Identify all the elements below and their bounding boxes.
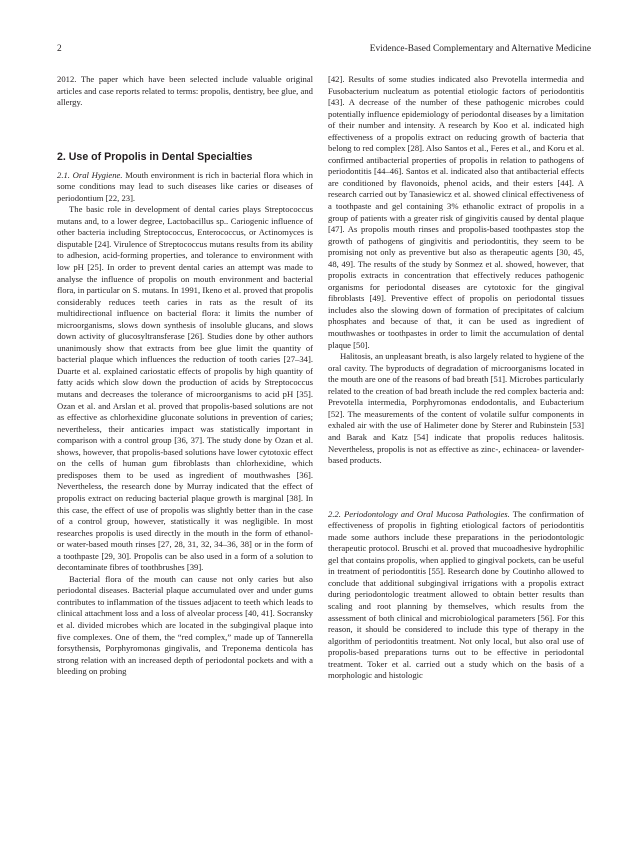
subsection-text: Mouth environment is rich in bacterial flora which in some conditions may lead to such diseases like caries or diseases of periodontium [22, 23]. xyxy=(57,169,313,203)
page-number: 2 xyxy=(57,44,62,54)
subsection-title: 2.2. Periodontology and Oral Mucosa Pathologies. xyxy=(328,508,510,519)
subsection-text: The confirmation of effectiveness of propolis in fighting etiological factors of periodontitis made some authors include these preparations in the periodontologic therapeutic protocol. Bruschi et al. proved that mucoadhesive hydrophilic gel that contains propolis, when applied to gingival pockets, can be useful in treatment of periodontitis [55]. Research done by Coutinho allowed to conclude that additional subgingival irrigations with a propolis extract during periodontologic treatment allowed to obtain better results than scaling and root planning by themselves, which results from the assessment of both clinical and microbiological parameters [56]. For this reason, it should be considered to include this type of therapy in the algorithm of periodontitis treatment. Not only local, but also oral use of propolis-based preparations turns out to be effective in periodontal treatment. Toker et al. carried out a study which on the basis of a morphologic and histologic xyxy=(328,508,584,681)
section-title: 2. Use of Propolis in Dental Specialties xyxy=(57,150,253,163)
body-paragraph: The basic role in development of dental caries plays Streptococcus mutans and, to a lower degree, Lactobacillus sp.. Cariogenic influence of other bacteria including Streptococcus, Enterococcus, or Actinomyces is disputable [24]. Virulence of Streptococcus mutans results from its ability to adhesion, acid-forming properties, and tolerance to environment with low pH [25]. In order to prevent dental caries an attempt was made to analyse the influence of propolis on mouth environment and bacterial flora, in particular on S. mutans. In 1991, Ikeno et al. proved that propolis considerably reduces teeth caries in rats as the result of its multidirectional influence on bacterial flora: it limits the number of microorganisms, slows down synthesis of insoluble glucans, and slows down activity of glucosyltransferase [26]. Studies done by other authors unanimously show that extracts from bee glue limit the quantity of bacterial plaque which influences the reduction of tooth caries [27–34]. Duarte et al. explained cariostatic effects of propolis by high quantity of fatty acids which slow down the production of acids by Streptococcus mutans and decreases the tolerance of microorganisms to acid pH [35]. Ozan et al. and Arslan et al. proved that propolis-based solutions are not as effective as chlorhexidine gluconate solutions in prevention of caries; nevertheless, their anticaries impact was statistically important in comparison with a control group [36, 37]. The study done by Ozan et al. shows, however, that propolis-based solutions have lower cytotoxic effect on the cells of human gum fibroblasts than chlorhexidine, which predisposes them to be used as ingredient of mouthwashes [36]. Nevertheless, the research done by Murray indicated that the effect of propolis extract on reducing bacterial plaque growth is marginal [38]. In this case, the effect of use of propolis was slightly better than in the case of a control group, however, statistically it was negligible. In most researches propolis is used directly in the mouth in the form of ethanol- or water-based mouth rinses [27, 28, 31, 32, 34–36, 38] or in the form of a toothpaste [29, 30]. Propolis can be also used in a form of a solution to decontaminate fibres of toothbrushes [39]. xyxy=(57,204,313,573)
subsection-paragraph xyxy=(328,509,584,682)
page-header xyxy=(57,44,591,58)
body-paragraph: Halitosis, an unpleasant breath, is also largely related to hygiene of the oral cavity. The byproducts of degradation of microorganisms located in the mouth are one of the reasons of bad breath [51]. Microbes particularly related to the creation of bad breath include the red complex bacteria and: Prevotella intermedia, Porphyromonas endodontalis, and Eubacterium [52]. The measurements of the content of volatile sulfur components in exhaled air with the use of Halimeter done by Sterer and Rubinstein [53] and Barak and Katz [54] indicate that propolis reduces halitosis. Nevertheless, propolis is not as effective as zinc-, echinacea- or lavender-based products. xyxy=(328,351,584,466)
body-paragraph: [42]. Results of some studies indicated also Prevotella intermedia and Fusobacterium nucleatum as potential etiologic factors of periodontitis [43]. A decrease of the number of these pathogenic microbes could potentially influence epidemiology of periodontal diseases by a limitation of their number and intensity. A research by Koo et al. indicated high effectiveness of a propolis extract on reducing growth of bacteria that belong to red complex [28]. Also Santos et al., Feres et al., and Koru et al. confirmed antibacterial properties of propolis in relation to pathogens of periodontitis [44–46]. Santos et al. indicated also that antibacterial effects are conditioned by flavonoids, phenol acids, and their esters [44]. A research carried out by Tanasiewicz et al. showed clinical effectiveness of a toothpaste and gel containing 3% ethanolic extract of propolis in a group of patients with a greater risk of gingivitis caused by dental plaque [47]. As propolis mouth rinses and propolis-based toothpastes stop the growth of pathogens of gingivitis and periodontitis, they seem to be promising not only as preventive but also as therapeutic agents [30, 45, 48, 49]. The results of the study by Sonmez et al. showed, however, that propolis extracts in concentration that effectively reduces pathogenic organisms for periodontal diseases are cytotoxic for the gingival fibroblasts [49]. Preventive effect of propolis on periodontal tissues includes also the slowing down of formation of precipitates of calcium phosphates and because of that, it can be used as ingredient of mouthwashes or toothpastes in order to limit the accumulation of dental plaque [50]. xyxy=(328,74,584,350)
subsection-title: 2.1. Oral Hygiene. xyxy=(57,169,123,180)
right-column xyxy=(328,74,584,682)
left-column xyxy=(57,74,313,678)
body-paragraph: Bacterial flora of the mouth can cause not only caries but also periodontal diseases. Bacterial plaque accumulated over and under gums contributes to inflammation of the tissues adjacent to teeth which leads to clinical attachment loss and a loss of alveolar process [40, 41]. Socransky et al. divided microbes which are located in the subgingival plaque into five complexes. One of them, the “red complex,” made up of Tannerella forsythensis, Porphyromonas gingivalis, and Treponema denticola has strong relation with an increased depth of periodontal pockets and with a bleeding on probing xyxy=(57,573,313,677)
subsection-paragraph xyxy=(57,170,313,205)
intro-paragraph: 2012. The paper which have been selected include valuable original articles and case reports related to terms: propolis, dentistry, bee glue, and allergy. xyxy=(57,74,313,108)
journal-title: Evidence-Based Complementary and Alternative Medicine xyxy=(369,44,591,54)
